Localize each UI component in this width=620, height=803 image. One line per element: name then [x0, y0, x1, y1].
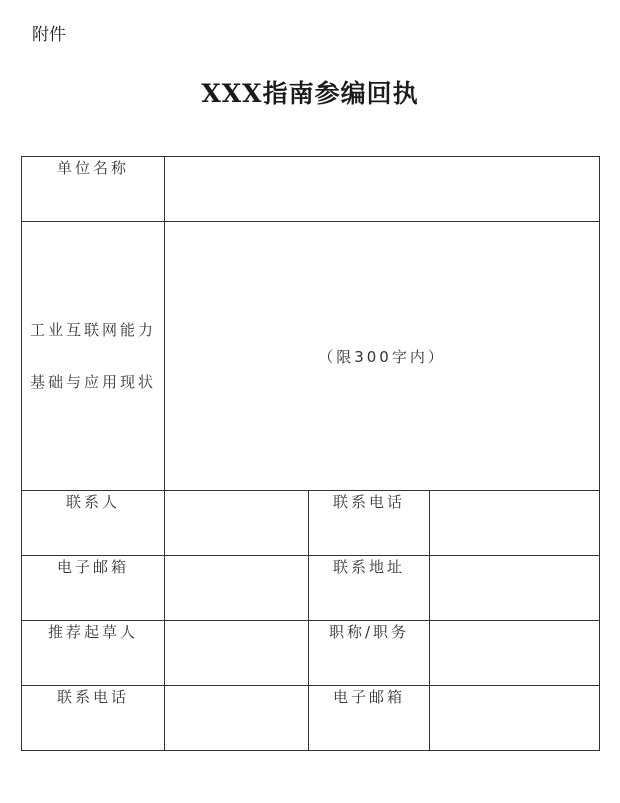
email-label: 电子邮箱	[22, 556, 165, 621]
drafter-email-field[interactable]	[430, 686, 600, 751]
contact-phone-label: 联系电话	[309, 491, 430, 556]
contact-person-label: 联系人	[22, 491, 165, 556]
capability-label-line1: 工业互联网能力	[29, 321, 156, 339]
drafter-phone-field[interactable]	[165, 686, 309, 751]
table-row-capability	[22, 222, 600, 491]
unit-name-label: 单位名称	[22, 157, 165, 222]
drafter-label: 推荐起草人	[22, 621, 165, 686]
attachment-label: 附件	[32, 25, 66, 45]
contact-address-field[interactable]	[430, 556, 600, 621]
email-field[interactable]	[165, 556, 309, 621]
table-row-drafter-contact	[22, 686, 600, 751]
drafter-phone-label: 联系电话	[22, 686, 165, 751]
table-row-unit-name	[22, 157, 600, 222]
receipt-form-table	[21, 156, 600, 751]
contact-phone-field[interactable]	[430, 491, 600, 556]
capability-field[interactable]	[165, 222, 600, 491]
drafter-email-label: 电子邮箱	[309, 686, 430, 751]
table-row-drafter	[22, 621, 600, 686]
table-row-email-address	[22, 556, 600, 621]
capability-label-line2: 基础与应用现状	[29, 373, 156, 391]
contact-address-label: 联系地址	[309, 556, 430, 621]
contact-person-field[interactable]	[165, 491, 309, 556]
title-position-field[interactable]	[430, 621, 600, 686]
table-row-contact	[22, 491, 600, 556]
capability-hint: （限300字内）	[318, 347, 446, 366]
title-position-label: 职称/职务	[309, 621, 430, 686]
drafter-field[interactable]	[165, 621, 309, 686]
capability-label	[22, 222, 165, 491]
unit-name-field[interactable]	[165, 157, 600, 222]
page-title: XXX指南参编回执	[201, 79, 419, 108]
